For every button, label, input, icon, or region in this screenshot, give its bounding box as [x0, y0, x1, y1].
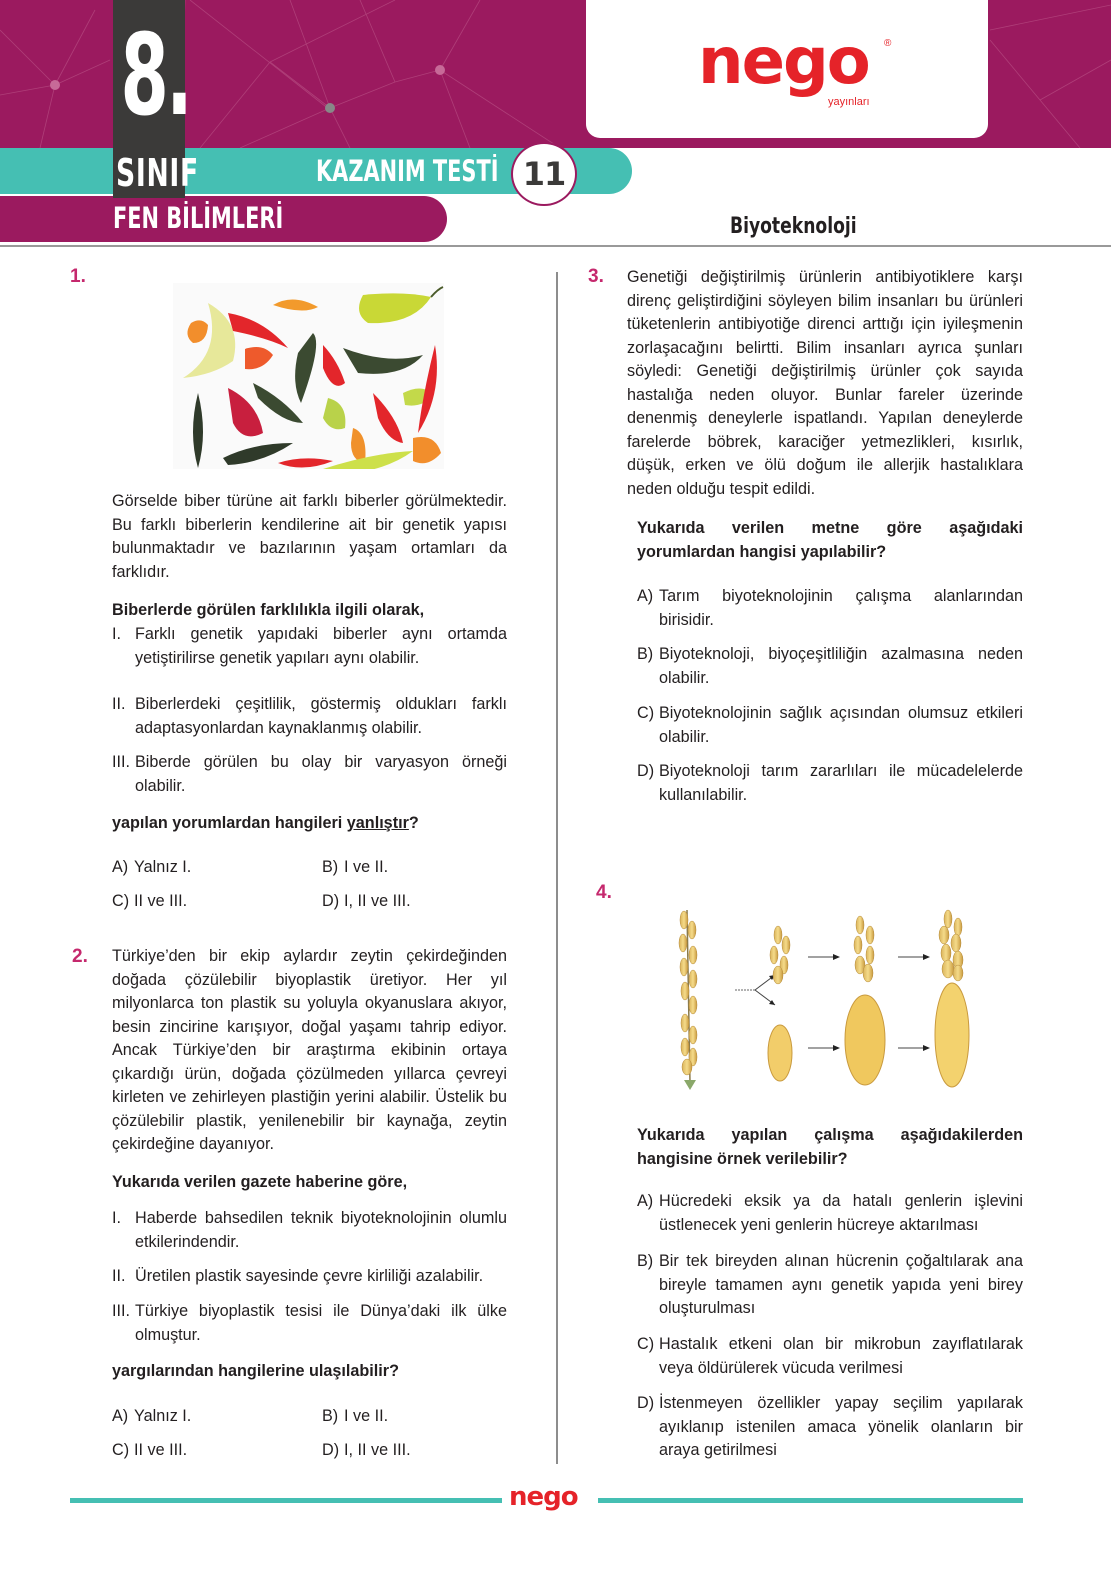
option-label: A) — [112, 1407, 129, 1425]
question-1-option-d[interactable] — [322, 890, 512, 914]
option-text: Hastalık etkeni olan bir mikrobun zayıflatılarak veya öldürülerek vücuda verilmesi — [659, 1335, 1023, 1377]
question-2-statement-2 — [112, 1265, 512, 1289]
option-text: I ve II. — [344, 858, 389, 876]
footer-rule-left — [70, 1498, 502, 1503]
option-text: Hücredeki eksik ya da hatalı genlerin işlevini üstlenecek yeni genlerin hücreye aktarılması — [659, 1192, 1023, 1234]
question-3-option-b[interactable] — [637, 643, 1023, 690]
question-4-number: 4. — [596, 882, 612, 903]
question-2-option-d[interactable] — [322, 1439, 512, 1463]
column-divider — [556, 272, 558, 1464]
option-label: C) — [637, 1335, 655, 1353]
subject-title: FEN BİLİMLERİ — [113, 201, 284, 235]
question-2-lead: Yukarıda verilen gazete haberine göre, — [112, 1173, 408, 1191]
option-label: C) — [637, 704, 655, 722]
registered-mark: ® — [884, 38, 892, 49]
header-divider — [0, 245, 1111, 247]
statement-text: Farklı genetik yapıdaki biberler aynı ortamda yetiştirilirse genetik yapıları aynı olabilir. — [135, 625, 507, 667]
option-label: B) — [322, 1407, 339, 1425]
publisher-logo-card — [586, 0, 988, 138]
test-title: KAZANIM TESTİ — [316, 154, 499, 188]
option-label: C) — [112, 892, 130, 910]
peppers-image — [173, 283, 444, 469]
option-text: Biyoteknolojinin sağlık açısından olumsuz etkileri olabilir. — [659, 704, 1023, 746]
option-text: Bir tek bireyden alınan hücrenin çoğaltılarak ana bireyle tamamen aynı genetik yapıda yeni birey oluşturulması — [659, 1252, 1023, 1317]
question-1-statement-2 — [112, 693, 507, 740]
grade-label: SINIF — [116, 151, 199, 195]
question-3-prompt: Yukarıda verilen metne göre aşağıdaki yorumlardan hangisi yapılabilir? — [637, 519, 1023, 561]
question-3-option-a[interactable] — [637, 585, 1023, 632]
statement-numeral: I. — [112, 1209, 121, 1227]
option-label: D) — [322, 892, 340, 910]
option-label: D) — [322, 1441, 340, 1459]
statement-numeral: III. — [112, 1302, 130, 1320]
option-text: Biyoteknoloji, biyoçeşitliliğin azalmasına neden olabilir. — [659, 645, 1023, 687]
question-4-option-d[interactable] — [637, 1392, 1023, 1463]
corn-selection-diagram — [660, 905, 990, 1090]
wheat-corn-evolution-icon — [660, 905, 990, 1090]
question-4-option-a[interactable] — [637, 1190, 1023, 1237]
question-2-option-b[interactable] — [322, 1405, 512, 1429]
footer-logo: nego — [509, 1482, 578, 1512]
grade-number: 8. — [120, 11, 191, 141]
question-3-body: Genetiği değiştirilmiş ürünlerin antibiyotiklere karşı direnç geliştirdiğini söyleyen bilim insanları bu ürünleri tüketenlerin antibiyotiğe direnci arttığı için iyileşmenin zorlaşacağını belirtti. Bilim insanları ayrıca şunları söyledi: Genetiği değiştirilmiş ürünler çok sayıda hastalığa neden oluyor. Bunlar fareler üzerinde denenmiş deneylerle ispatlandı. Yapılan deneylerde farelerde böbrek, karaciğer yetmezlikleri, kısırlık, düşük, erken ve ölü doğum ile allerjik hastalıklara neden olduğu tespit edildi. — [627, 268, 1023, 498]
option-label: C) — [112, 1441, 130, 1459]
question-4-prompt: Yukarıda yapılan çalışma aşağıdakilerden hangisine örnek verilebilir? — [637, 1126, 1023, 1168]
question-2-statement-3 — [112, 1300, 507, 1347]
option-text: I, II ve III. — [344, 892, 411, 910]
statement-text: Biberde görülen bu olay bir varyasyon örneği olabilir. — [135, 753, 507, 795]
option-text: Biyoteknoloji tarım zararlıları ile mücadelelerde kullanılabilir. — [659, 762, 1023, 804]
question-2-number: 2. — [72, 946, 88, 967]
question-1-number: 1. — [70, 266, 86, 287]
test-number-badge: 11 — [511, 142, 577, 206]
question-2-body: Türkiye’den bir ekip aylardır zeytin çekirdeğinden doğada çözülebilir biyoplastik üretiyor. Her yıl milyonlarca ton plastik su yoluyla okyanuslara akıyor, besin zincirine karışıyor, doğal yaşamı tahrip ediyor. Ancak Türkiye’den bir araştırma ekibinin ortaya çıkardığı ürün, doğada çözülmeden yıllarca çevreyi kirleten ve zehirleyen plastiğin yerini alabilir. Üstelik bu çözülebilir plastik, yenilenebilir bir kaynağa, zeytin çekirdeğine dayanıyor. — [112, 947, 507, 1153]
question-1-option-a[interactable] — [112, 856, 312, 880]
footer-rule-right — [598, 1498, 1023, 1503]
option-text: Yalnız I. — [134, 858, 192, 876]
statement-numeral: II. — [112, 695, 126, 713]
statement-numeral: I. — [112, 625, 121, 643]
question-3-number: 3. — [588, 266, 604, 287]
logo-subtitle: yayınları — [828, 96, 870, 108]
question-1-body: Görselde biber türüne ait farklı biberler görülmektedir. Bu farklı biberlerin kendilerine ait bir genetik yapısı bulunmaktadır ve bazılarının yaşam ortamları da farklıdır. — [112, 492, 507, 581]
statement-text: Biberlerdeki çeşitlilik, göstermiş oldukları farklı adaptasyonlardan kaynaklanmış olabilir. — [135, 695, 507, 737]
option-text: Yalnız I. — [134, 1407, 192, 1425]
prompt-end: ? — [408, 814, 419, 832]
question-2-option-a[interactable] — [112, 1405, 312, 1429]
statement-text: Türkiye biyoplastik tesisi ile Dünya’daki ilk ülke olmuştur. — [135, 1302, 507, 1344]
option-label: B) — [322, 858, 339, 876]
option-label: A) — [637, 587, 654, 605]
option-label: D) — [637, 762, 655, 780]
question-1-lead: Biberlerde görülen farklılıkla ilgili olarak, — [112, 601, 425, 619]
question-1-statement-1 — [112, 623, 507, 670]
prompt-underlined: yanlıştır — [346, 814, 409, 832]
question-1-statement-3 — [112, 751, 507, 798]
question-2-statement-1 — [112, 1207, 507, 1254]
question-1-prompt — [112, 812, 507, 836]
option-text: I ve II. — [344, 1407, 389, 1425]
option-label: A) — [112, 858, 129, 876]
publisher-logo — [698, 25, 898, 120]
option-text: II ve III. — [134, 1441, 188, 1459]
question-4-option-b[interactable] — [637, 1250, 1023, 1321]
topic-title: Biyoteknoloji — [730, 214, 857, 239]
option-label: A) — [637, 1192, 654, 1210]
question-3-option-c[interactable] — [637, 702, 1023, 749]
question-3-option-d[interactable] — [637, 760, 1023, 807]
statement-numeral: III. — [112, 753, 130, 771]
question-1-option-c[interactable] — [112, 890, 312, 914]
option-label: B) — [637, 645, 654, 663]
statement-numeral: II. — [112, 1267, 126, 1285]
peppers-icon — [173, 283, 444, 469]
question-2-prompt: yargılarından hangilerine ulaşılabilir? — [112, 1362, 399, 1380]
option-label: B) — [637, 1252, 654, 1270]
prompt-text: yapılan yorumlardan hangileri — [112, 814, 347, 832]
statement-text: Haberde bahsedilen teknik biyoteknolojinin olumlu etkilerindendir. — [135, 1209, 507, 1251]
option-text: İstenmeyen özellikler yapay seçilim yapılarak ayıklanıp istenilen amaca yönelik olanların bir araya getirilmesi — [659, 1394, 1023, 1459]
question-1-option-b[interactable] — [322, 856, 512, 880]
option-text: I, II ve III. — [344, 1441, 411, 1459]
question-2-option-c[interactable] — [112, 1439, 312, 1463]
statement-text: Üretilen plastik sayesinde çevre kirliliği azalabilir. — [135, 1267, 484, 1285]
option-text: II ve III. — [134, 892, 188, 910]
logo-wordmark: nego — [698, 25, 869, 99]
option-text: Tarım biyoteknolojinin çalışma alanlarından birisidir. — [659, 587, 1023, 629]
question-4-option-c[interactable] — [637, 1333, 1023, 1380]
option-label: D) — [637, 1394, 655, 1412]
